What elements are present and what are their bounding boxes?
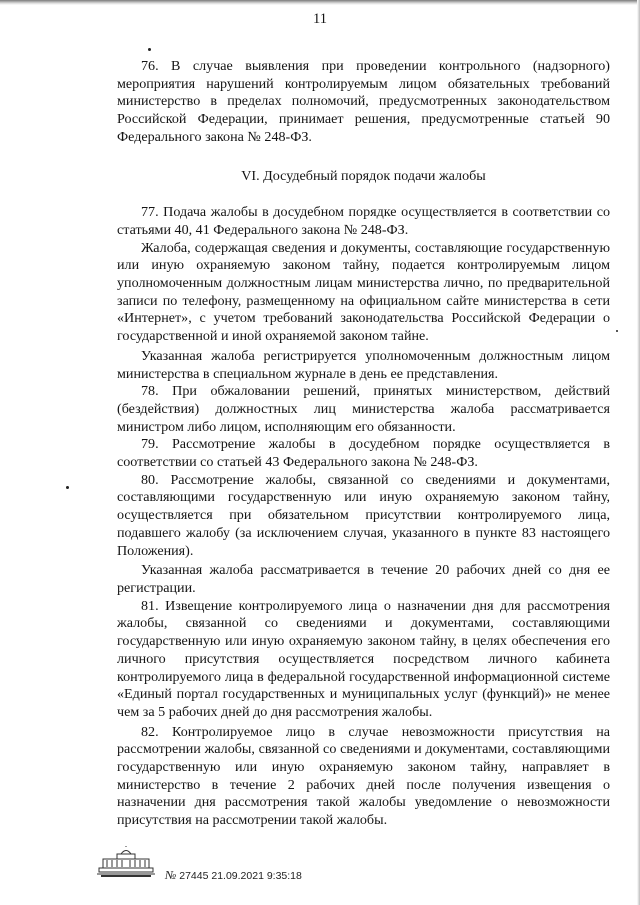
paragraph-76: 76. В случае выявления при проведении контрольного (надзорного) мероприятия нарушений контролируемым лицом обязательных требований министерство в пределах полномочий, предусмотренных законодательством Российской Федерации, принимает решения, предусмотренные статьей 90 Федерального закона № 248-ФЗ. [117,58,610,145]
document-footer [95,846,395,886]
government-building-stamp-icon [95,846,157,880]
scan-speck [616,330,618,332]
page-number: 11 [313,11,327,27]
scan-speck [148,48,151,51]
registration-number-datetime: 27445 21.09.2021 9:35:18 [179,870,302,882]
paragraph-82: 82. Контролируемое лицо в случае невозможности присутствия на рассмотрении жалобы, связанной со сведениями и документами, составляющими государственную или иную охраняемую законом тайну, направляет в министерство в течение 2 рабочих дней после получения извещения о назначении дня рассмотрения такой жалобы уведомление о невозможности присутствия на рассмотрении такой жалобы. [117,723,610,829]
section-heading: VI. Досудебный порядок подачи жалобы [241,167,486,184]
paragraph-79: 79. Рассмотрение жалобы в досудебном порядке осуществляется в соответствии со статьей 43 Федерального закона № 248-ФЗ. [117,436,610,471]
paragraph-78: 78. При обжаловании решений, принятых министерством, действий (бездействия) должностных лиц министерства жалоба рассматривается министром либо лицом, исполняющим его обязанности. [117,383,610,435]
paragraph-77-registration: Указанная жалоба регистрируется уполномоченным должностным лицом министерства в специальном журнале в день ее представления. [117,347,610,382]
paragraph-80-term: Указанная жалоба рассматривается в течение 20 рабочих дней со дня ее регистрации. [117,562,610,596]
paragraph-81: 81. Извещение контролируемого лица о назначении дня для рассмотрения жалобы, связанной со сведениями и документами, составляющими государственную или иную охраняемую законом тайну, в целях обеспечения его личного присутствия осуществляется посредством личного кабинета контролируемого лица в федеральной государственной информационной системе «Единый портал государственных и муниципальных услуг (функций)» не менее чем за 5 рабочих дней до дня рассмотрения жалобы. [117,597,610,720]
scan-edge-top [0,0,640,5]
paragraph-80: 80. Рассмотрение жалобы, связанной со сведениями и документами, составляющими государственную или иную охраняемую законом тайну, осуществляется при обязательном присутствии контролируемого лица, подавшего жалобу (за исключением случая, указанного в пункте 83 настоящего Положения). [117,471,610,559]
paragraph-77-complaint: Жалоба, содержащая сведения и документы, составляющие государственную или иную охраняемую законом тайну, подается контролируемым лицом уполномоченным должностным лицам министерства лично, по предварительной записи по телефону, размещенному на официальном сайте министерства в сети «Интернет», с учетом требований законодательства Российской Федерации о государственной и иной охраняемой законом тайне. [117,239,610,345]
registration-stamp [165,868,302,883]
number-sign: № [165,868,177,882]
document-body [117,58,610,830]
scan-speck [66,486,69,489]
paragraph-77: 77. Подача жалобы в досудебном порядке осуществляется в соответствии со статьями 40, 41 Федерального закона № 248-ФЗ. [117,204,610,238]
